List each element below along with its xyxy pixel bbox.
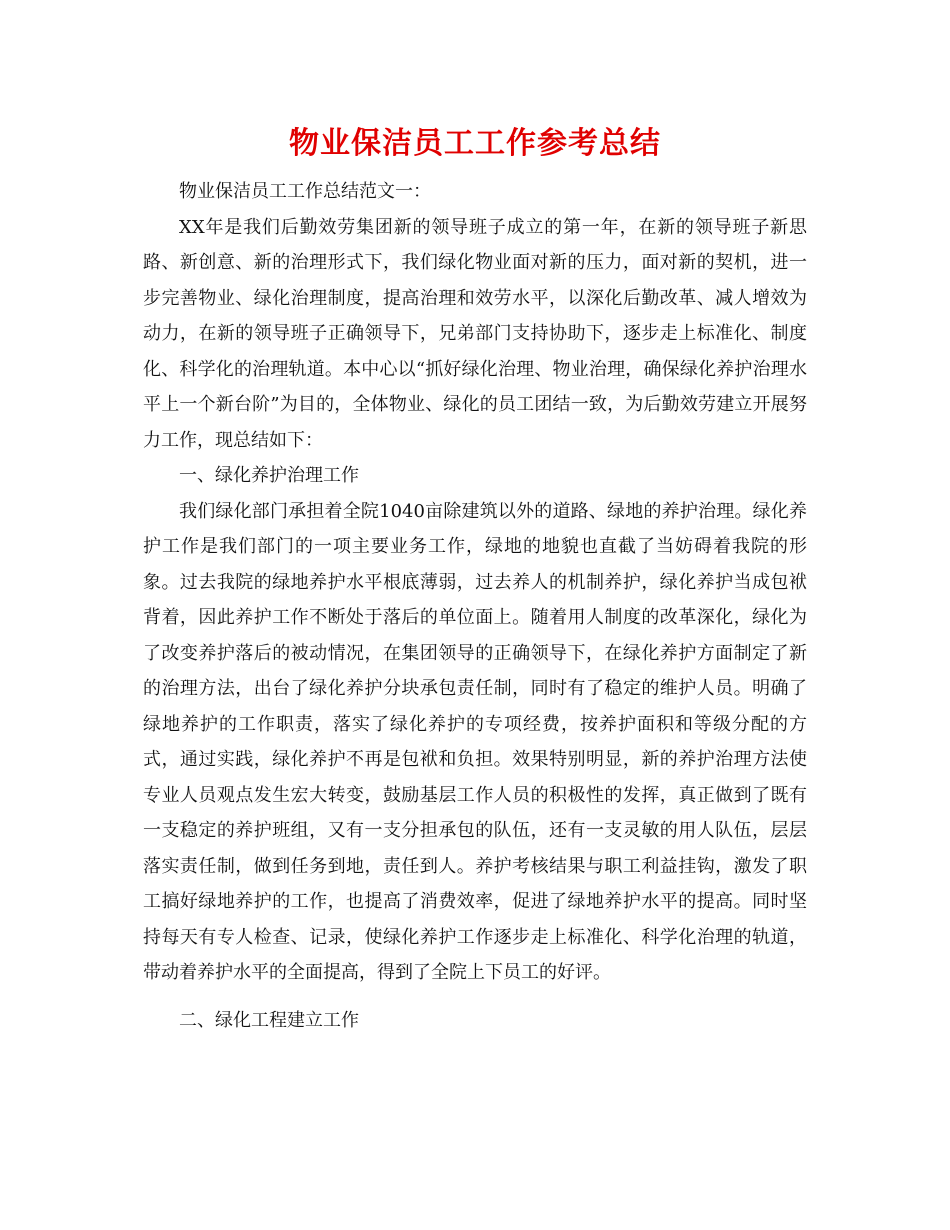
document-title: 物业保洁员工工作参考总结 [289,126,661,161]
intro-paragraph: XX年是我们后勤效劳集团新的领导班子成立的第一年，在新的领导班子新思路、新创意、新的治理形式下，我们绿化物业面对新的压力，面对新的契机，进一步完善物业、绿化治理制度，提高治理和效劳水平，以深化后勤改革、减人增效为动力，在新的领导班子正确领导下，兄弟部门支持协助下，逐步走上标准化、制度化、科学化的治理轨道。本中心以“抓好绿化治理、物业治理，确保绿化养护治理水平上一个新台阶”为目的，全体物业、绿化的员工团结一致，为后勤效劳建立开展努力工作，现总结如下： [143,216,807,451]
section-heading-1: 一、绿化养护治理工作 [179,465,359,486]
document-content [143,122,807,1038]
document-subtitle: 物业保洁员工工作总结范文一： [179,181,431,202]
section-body-1: 我们绿化部门承担着全院1040亩除建筑以外的道路、绿地的养护治理。绿化养护工作是我们部门的一项主要业务工作，绿地的地貌也直截了当妨碍着我院的形象。过去我院的绿地养护水平根底薄弱，过去养人的机制养护，绿化养护当成包袱背着，因此养护工作不断处于落后的单位面上。随着用人制度的改革深化，绿化为了改变养护落后的被动情况，在集团领导的正确领导下，在绿化养护方面制定了新的治理方法，出台了绿化养护分块承包责任制，同时有了稳定的维护人员。明确了绿地养护的工作职责，落实了绿化养护的专项经费，按养护面积和等级分配的方式，通过实践，绿化养护不再是包袱和负担。效果特别明显，新的养护治理方法使专业人员观点发生宏大转变，鼓励基层工作人员的积极性的发挥，真正做到了既有一支稳定的养护班组，又有一支分担承包的队伍，还有一支灵敏的用人队伍，层层落实责任制，做到任务到地，责任到人。养护考核结果与职工利益挂钩，激发了职工搞好绿地养护的工作，也提高了消费效率，促进了绿地养护水平的提高。同时坚持每天有专人检查、记录，使绿化养护工作逐步走上标准化、科学化治理的轨道，带动着养护水平的全面提高，得到了全院上下员工的好评。 [143,500,807,983]
section-heading-2: 二、绿化工程建立工作 [179,1009,359,1031]
